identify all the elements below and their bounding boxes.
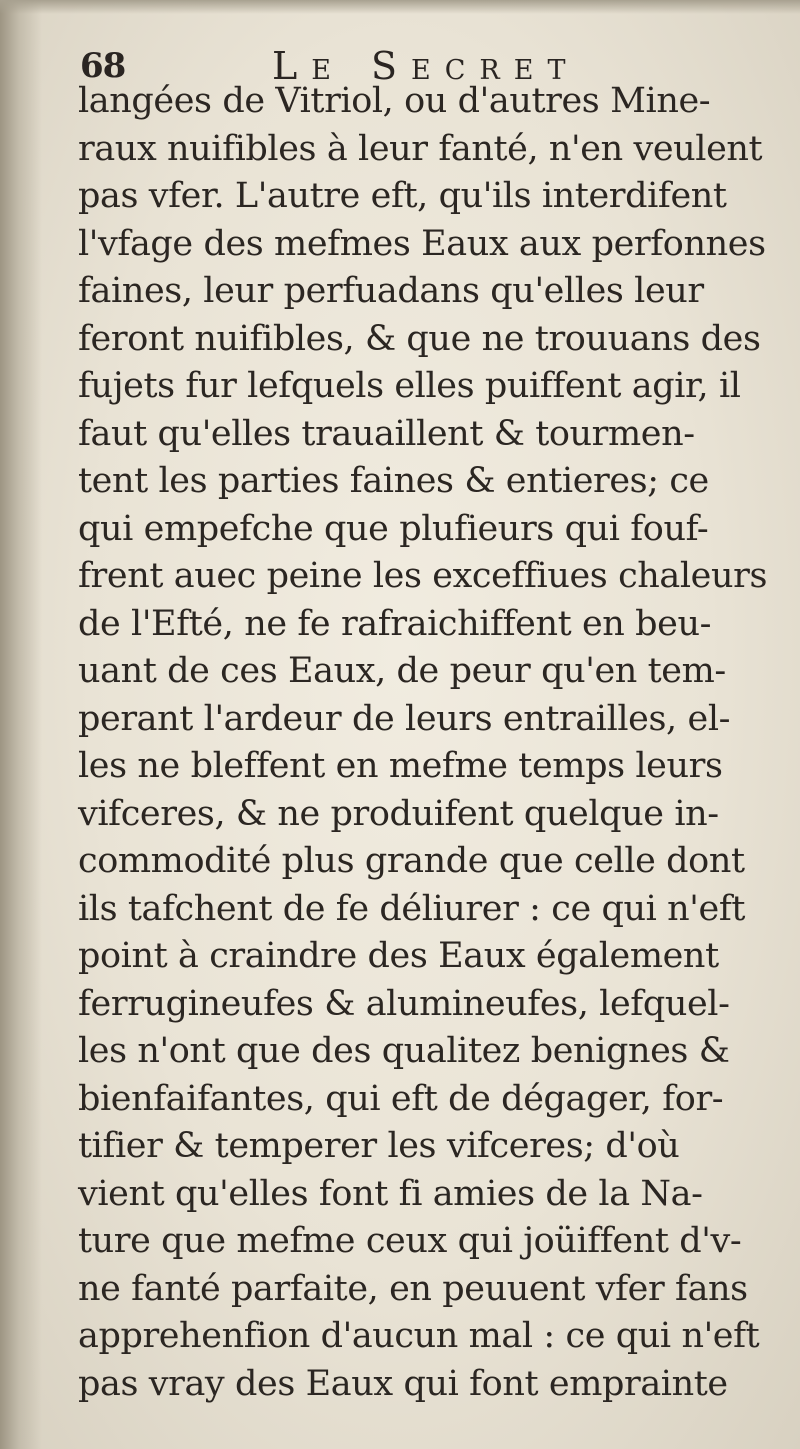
body-text: [78, 78, 768, 1408]
text-line: faines, leur perfuadans qu'elles leur: [78, 271, 704, 311]
page-top-edge: [0, 0, 800, 14]
text-line: vient qu'elles font fi amies de la Na-: [78, 1173, 703, 1214]
text-line: point à craindre des Eaux également: [78, 936, 719, 976]
text-line: apprehenfion d'aucun mal : ce qui n'eft: [78, 1316, 760, 1356]
text-line: de l'Efté, ne fe rafraichiffent en beu-: [78, 603, 712, 644]
text-line: raux nuifibles à leur fanté, n'en veulent: [78, 128, 763, 169]
page-gutter-shadow: [0, 0, 42, 1449]
text-line: commodité plus grande que celle dont: [78, 841, 745, 881]
text-line: bienfaifantes, qui eft de dégager, for-: [78, 1078, 724, 1119]
text-line: les n'ont que des qualitez benignes &: [78, 1031, 730, 1071]
text-line: l'vfage des mefmes Eaux aux perfonnes: [78, 223, 766, 264]
text-line: feront nuifibles, & que ne trouuans des: [78, 318, 761, 359]
running-title: Le Secret: [272, 44, 580, 88]
text-line: tent les parties faines & entieres; ce: [78, 461, 709, 501]
text-line: vifceres, & ne produifent quelque in-: [78, 793, 719, 834]
text-line: ferrugineufes & alumineufes, lefquel-: [78, 983, 730, 1024]
text-line: pas vfer. L'autre eft, qu'ils interdifent: [78, 176, 727, 216]
text-line: langées de Vitriol, ou d'autres Mine-: [78, 81, 711, 121]
text-line: uant de ces Eaux, de peur qu'en tem-: [78, 651, 726, 691]
text-line: fujets fur lefquels elles puiffent agir, il: [78, 366, 741, 406]
page-number: 68: [80, 46, 126, 86]
text-line: pas vray des Eaux qui font emprainte: [78, 1363, 728, 1404]
text-line: ne fanté parfaite, en peuuent vfer fans: [78, 1268, 748, 1309]
text-line: ture que mefme ceux qui joüiffent d'v-: [78, 1221, 742, 1261]
text-line: tifier & temperer les vifceres; d'où: [78, 1126, 680, 1166]
text-line: les ne bleffent en mefme temps leurs: [78, 746, 723, 786]
text-line: perant l'ardeur de leurs entrailles, el-: [78, 698, 731, 739]
text-line: qui empefche que plufieurs qui fouf-: [78, 508, 709, 549]
text-line: ils tafchent de fe déliurer : ce qui n'eft: [78, 888, 746, 929]
text-line: faut qu'elles trauaillent & tourmen-: [78, 413, 695, 454]
text-line: frent auec peine les exceffiues chaleurs: [78, 556, 768, 596]
